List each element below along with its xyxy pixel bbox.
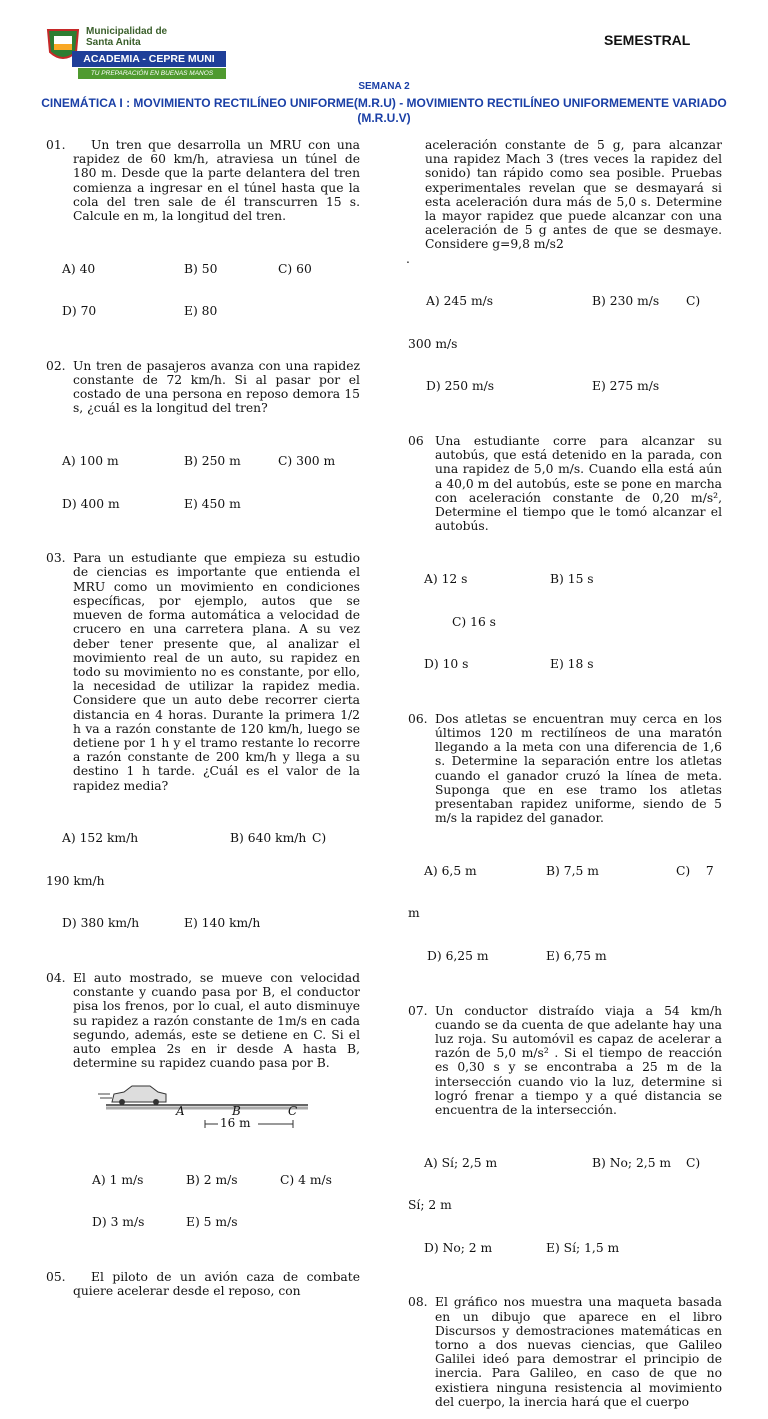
week-label: SEMANA 2 [358,81,410,92]
page-title: CINEMÁTICA I : MOVIMIENTO RECTILÍNEO UNIFORME(M.R.U) - MOVIMIENTO RECTILÍNEO UNIFORMEMENTE VARIADO (M.R.U.V) [41,96,727,125]
right-column [408,138,722,1419]
options-06a: A) 12 s B) 15 s C) 16 s D) 10 s E) 18 s [424,571,594,672]
left-column [46,138,360,1308]
car-figure [98,1080,360,1144]
question-05: 05. El piloto de un avión caza de combate quiere acelerar desde el reposo, con [46,1270,360,1299]
question-06b: 06. Dos atletas se encuentran muy cerca en los últimos 120 m rectilíneos de una maratón llegando a la meta con una diferencia de 1,6 s. Determine la separación entre los atletas cuando el ganador cruzó la línea de meta. Suponga que en ese tramo los atletas presentaban rapidez uniforme, siendo de 5 m/s la rapidez del ganador. [408,711,722,826]
question-04: 04. El auto mostrado, se mueve con velocidad constante y cuando pasa por B, el conductor pisa los frenos, por lo cual, el auto disminuye su rapidez a razón constante de 1m/s en cada segundo, además, este se detiene en C. Si el auto emplea 2s en ir desde A hasta B, determine su rapidez cuando pasa por B. [46,970,360,1071]
car-diagram [98,1080,318,1140]
question-05-continued: aceleración constante de 5 g, para alcanzar una rapidez Mach 3 (tres veces la rapidez del sonido) tan rápido como sea posible. Pruebas experimentales revelan que se desmayará si esta aceleración dura más de 5,0 s. Determine la mayor rapidez que puede alcanzar con una aceleración de 5 g antes de que se desmaye. Considere g=9,8 m/s2 [425,138,722,252]
distance-label: 16 m [220,1116,251,1131]
options-01: A) 40 B) 50 C) 60 D) 70 E) 80 [62,261,312,319]
point-a-label: A [176,1104,185,1119]
options-02: A) 100 m B) 250 m C) 300 m D) 400 m E) 450 m [62,454,336,511]
question-01: 01. Un tren que desarrolla un MRU con una rapidez de 60 km/h, atraviesa un túnel de 180 m. Desde que la parte delantera del tren comienza a ingresar en el túnel hasta que la cola del tren sale de él transcurren 15 s. Calcule en m, la longitud del tren. [46,138,360,224]
question-08: 08. El gráfico nos muestra una maqueta basada en un dibujo que aparece en el libro Discursos y demostraciones matemáticas en torno a dos nuevas ciencias, que Galileo Galilei ideó para demostrar el principio de inercia. Para Galileo, en caso de que no existiera ninguna resistencia al movimiento del cuerpo, la inercia hará que el cuerpo [408,1295,722,1409]
academy-banner: ACADEMIA - CEPRE MUNI [72,51,226,67]
point-b-label: B [232,1104,241,1119]
options-06b: A) 6,5 m B) 7,5 m C) 7 m D) 6,25 m E) 6,75 m [408,863,714,963]
options-04: A) 1 m/s B) 2 m/s C) 4 m/s D) 3 m/s E) 5 m/s [92,1172,332,1230]
options-03: A) 152 km/h B) 640 km/h C) 190 km/h D) 380 km/h E) 140 km/h [46,831,327,931]
question-02: 02. Un tren de pasajeros avanza con una rapidez constante de 72 km/h. Si al pasar por el costado de una persona en reposo demora 15 s, ¿cuál es la longitud del tren? [46,358,360,416]
semestral-label: SEMESTRAL [604,32,691,48]
municipality-name: Municipalidad de Santa Anita [86,26,168,48]
question-03: 03. Para un estudiante que empieza su estudio de ciencias es importante que entienda el MRU como un movimiento en condiciones específicas, por ejemplo, autos que se mueven de forma automática a velocidad de crucero en una carretera plana. A su vez deber tener presente que, al analizar el movimiento real de un auto, su rapidez en todo su movimiento no es constante, por ello, la necesidad de utilizar la rapidez media. Considere que un auto debe recorrer cierta distancia en 4 horas. Durante la primera 1/2 h va a razón constante de 120 km/h, luego se detiene por 1 h y el tramo restante lo recorre a razón constante de 200 km/h y llega a su destino 1 h tarde. ¿Cuál es el valor de la rapidez media? [46,551,360,793]
options-05: A) 245 m/s B) 230 m/s C) 300 m/s D) 250 m/s E) 275 m/s [408,294,701,394]
academy-logo [46,26,224,82]
stray-dot: . [406,251,410,266]
academy-tagline: TU PREPARACIÓN EN BUENAS MANOS [78,68,226,79]
point-c-label: C [288,1104,298,1119]
options-07: A) Sí; 2,5 m B) No; 2,5 m C) Sí; 2 m D) No; 2 m E) Sí; 1,5 m [408,1155,701,1255]
question-07: 07. Un conductor distraído viaja a 54 km/h cuando se da cuenta de que adelante hay una luz roja. Su automóvil es capaz de acelerar a razón de 5,0 m/s² . Si el tiempo de reacción es 0,30 s y se encontraba a 25 m de la intersección cuando vio la luz, determine si logró frenar a tiempo y a qué distancia se encuentra de la intersección. [408,1003,722,1117]
question-06a: 06 Una estudiante corre para alcanzar su autobús, que está detenido en la parada, con una rapidez de 5,0 m/s. Cuando ella está aún a 40,0 m del autobús, este se pone en marcha con aceleración constante de 0,20 m/s², Determine el tiempo que le tomó alcanzar el autobús. [408,434,722,534]
